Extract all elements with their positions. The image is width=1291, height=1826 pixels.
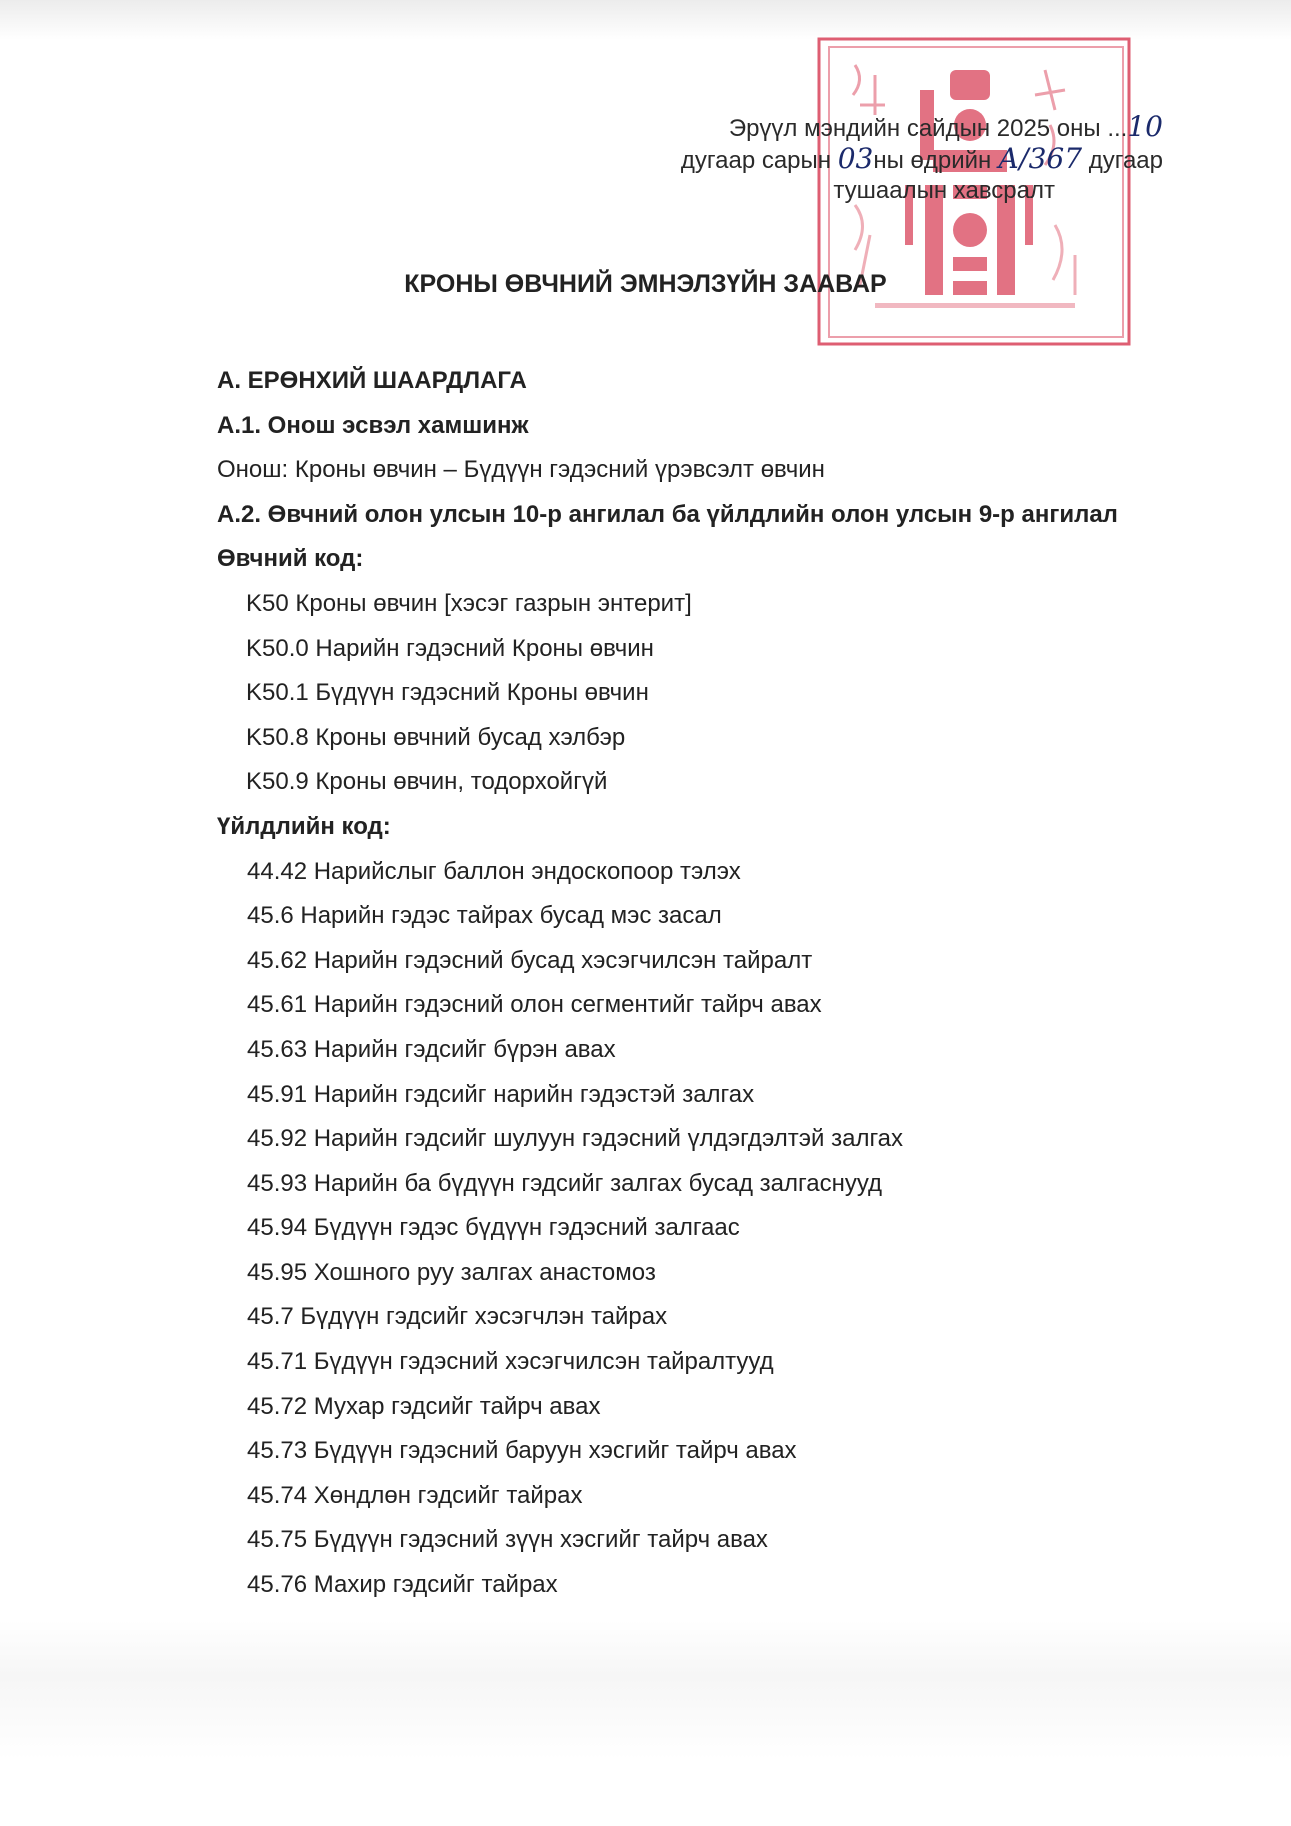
scan-bottom-shade [0,1620,1291,1760]
procedure-code-item: 45.91 Нарийн гэдсийг нарийн гэдэстэй залгах [247,1080,755,1108]
section-a-heading: А. ЕРӨНХИЙ ШААРДЛАГА [217,367,527,394]
header-line-2-post: дугаар [1088,147,1163,174]
header-line-3: тушаалын хавсралт [833,177,1055,204]
procedure-code-item: 45.92 Нарийн гэдсийг шулуун гэдэсний үлдэгдэлтэй залгах [247,1125,904,1153]
procedure-code-item: 45.6 Нарийн гэдэс тайрах бусад мэс засал [247,902,722,930]
handwritten-order-number: А/367 [997,142,1083,175]
procedure-code-item: 45.95 Хошного руу залгах анастомоз [247,1258,656,1286]
procedure-code-item: 45.93 Нарийн ба бүдүүн гэдсийг залгах бусад залгаснууд [247,1169,883,1197]
subsection-a2-heading: А.2. Өвчний олон улсын 10-р ангилал ба үйлдлийн олон улсын 9-р ангилал [217,500,1118,528]
procedure-code-item: 45.7 Бүдүүн гэдсийг хэсэгчлэн тайрах [247,1303,668,1331]
scan-top-edge [0,0,1291,40]
procedure-code-item: 45.71 Бүдүүн гэдэсний хэсэгчилсэн тайралтууд [247,1348,774,1376]
header-line-2-mid: ны өдрийн [873,147,992,174]
header-line-2 [681,144,1163,176]
procedure-code-item: 45.76 Махир гэдсийг тайрах [247,1571,558,1599]
disease-code-item: K50.1 Бүдүүн гэдэсний Кроны өвчин [246,679,649,707]
procedure-code-item: 45.72 Мухар гэдсийг тайрч авах [247,1392,601,1420]
procedure-code-item: 45.75 Бүдүүн гэдэсний зүүн хэсгийг тайрч авах [247,1526,768,1554]
header-line-2-pre: дугаар сарын [680,147,832,174]
document-title: КРОНЫ ӨВЧНИЙ ЭМНЭЛЗҮЙН ЗААВАР [404,270,887,298]
procedure-code-item: 45.74 Хөндлөн гэдсийг тайрах [247,1481,583,1509]
procedure-code-item: 45.61 Нарийн гэдэсний олон сегментийг тайрч авах [247,991,822,1019]
header-line-1-text: Эрүүл мэндийн сайдын 2025 оны [728,115,1101,142]
procedure-code-item: 45.63 Нарийн гэдсийг бүрэн авах [247,1035,616,1063]
disease-code-heading: Өвчний код: [217,545,364,573]
procedure-code-item: 45.94 Бүдүүн гэдэс бүдүүн гэдэсний залгаас [247,1214,740,1242]
disease-code-item: K50.9 Кроны өвчин, тодорхойгүй [246,768,608,796]
procedure-code-item: 44.42 Нарийслыг баллон эндоскопоор тэлэх [247,857,741,885]
subsection-a1-heading: А.1. Онош эсвэл хамшинж [217,411,529,439]
header-line-1-dots: ... [1107,115,1128,142]
procedure-code-heading: Үйлдлийн код: [217,812,391,840]
procedure-code-item: 45.62 Нарийн гэдэсний бусад хэсэгчилсэн тайралт [247,946,813,974]
handwritten-month: 10 [1127,110,1163,143]
disease-code-item: K50 Кроны өвчин [хэсэг газрын энтерит] [246,589,692,617]
disease-code-item: K50.8 Кроны өвчний бусад хэлбэр [246,723,626,751]
disease-code-item: K50.0 Нарийн гэдэсний Кроны өвчин [246,634,654,662]
handwritten-day: 03 [837,142,874,175]
diagnosis-text: Онош: Кроны өвчин – Бүдүүн гэдэсний үрэвсэлт өвчин [217,456,825,484]
procedure-code-item: 45.73 Бүдүүн гэдэсний баруун хэсгийг тайрч авах [247,1437,797,1465]
header-line-1 [681,112,1163,144]
decree-attachment-header [681,112,1163,206]
document-body [217,359,1207,1608]
